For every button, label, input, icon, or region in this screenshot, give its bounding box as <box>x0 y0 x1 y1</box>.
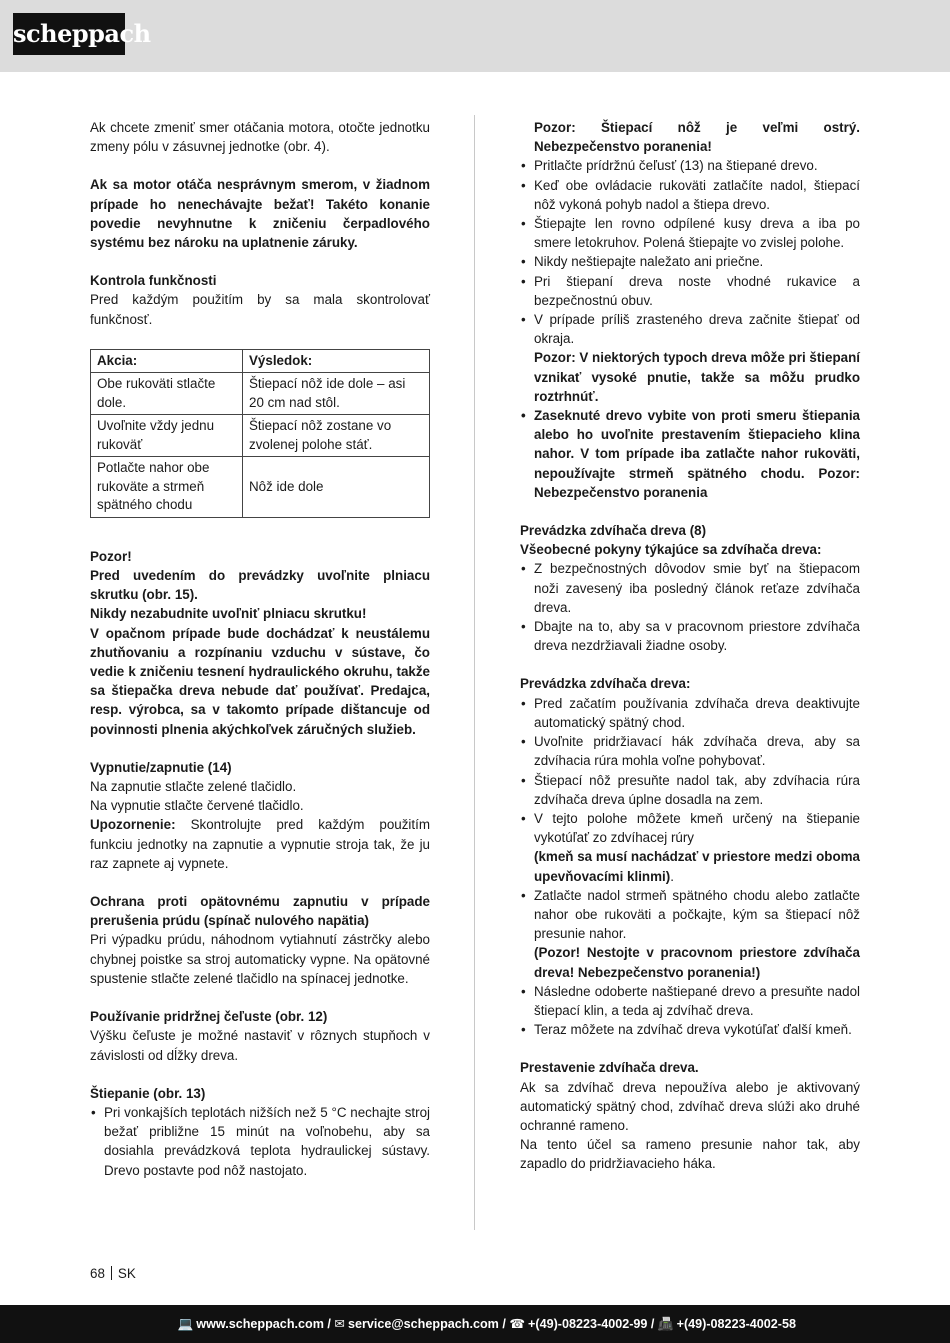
split-steps-list <box>520 156 860 348</box>
column-divider <box>474 115 475 1230</box>
lift-op-item4-end: . <box>670 868 674 884</box>
motor-direction-text: Ak chcete zmeniť smer otáčania motora, otočte jednotku zmeny pólu v zásuvnej jednotke (obr. 4). <box>90 120 430 155</box>
list-item: • Následne odoberte naštiepané drevo a presuňte nadol štiepací klin, a teda aj zdvíhač dreva. <box>520 982 860 1020</box>
table-cell-action: Obe rukoväti stlačte dole. <box>91 373 243 415</box>
page-footer <box>0 1305 950 1343</box>
table-cell-result: Nôž ide dole <box>243 457 430 518</box>
table-cell-result: Štiepací nôž ide dole – asi 20 cm nad stôl. <box>243 373 430 415</box>
onoff-line-2: Na vypnutie stlačte červené tlačidlo. <box>90 798 304 814</box>
list-item <box>520 886 860 982</box>
jaw-text: Výšku čeľuste je možné nastaviť v rôznych stupňoch v závislosti od dĺžky dreva. <box>90 1028 430 1063</box>
list-item: • Štiepajte len rovno odpílené kusy dreva a iba po smere letokruhov. Polená štiepajte vo zvislej polohe. <box>520 214 860 252</box>
restart-title: Ochrana proti opätovnému zapnutiu v prípade prerušenia prúdu (spínač nulového napätia) <box>90 894 430 929</box>
check-title: Kontrola funkčnosti <box>90 273 217 289</box>
table-cell-action: Potlačte nahor obe rukoväte a strmeň spätného chodu <box>91 457 243 518</box>
table-header-action: Akcia: <box>91 349 243 373</box>
pozor-title: Pozor! <box>90 548 132 564</box>
list-item: • Pritlačte prídržnú čeľusť (13) na štiepané drevo. <box>520 156 860 175</box>
table-header-result: Výsledok: <box>243 349 430 373</box>
page-number-separator <box>111 1266 112 1280</box>
footer-email[interactable]: service@scheppach.com / <box>347 1317 506 1331</box>
page-number-value: 68 <box>90 1266 105 1281</box>
list-item: • Uvoľnite pridržiavací hák zdvíhača dreva, aby sa zdvíhacia rúra mohla voľne pohybovať. <box>520 732 860 770</box>
onoff-note-label: Upozornenie: <box>90 817 176 833</box>
page-header <box>0 0 950 72</box>
split-list <box>90 1103 430 1180</box>
page-number <box>90 1265 136 1283</box>
fax-icon: 📠 <box>657 1317 674 1331</box>
right-column <box>520 118 860 1174</box>
footer-fax: +(49)-08223-4002-58 <box>676 1317 796 1331</box>
tension-warning: Pozor: V niektorých typoch dreva môže pri štiepaní vznikať vysoké pnutie, takže sa môžu prudko roztrhnúť. <box>534 350 860 404</box>
table-row <box>91 457 430 518</box>
check-text: Pred každým použitím by sa mala skontrolovať funkčnosť. <box>90 292 430 327</box>
lift-op-item5-text: Zatlačte nadol strmeň spätného chodu alebo zatlačte nahor obe rukoväti a počkajte, kým sa štiepací nôž presunie nahor. <box>534 887 860 942</box>
table-row <box>91 373 430 415</box>
footer-phone: +(49)-08223-4002-99 / <box>528 1317 655 1331</box>
lift-title: Prevádzka zdvíhača dreva (8) <box>520 523 707 539</box>
list-item: • Štiepací nôž presuňte nadol tak, aby zdvíhacia rúra zdvíhača dreva úplne dosadla na zem. <box>520 771 860 809</box>
pozor-line-3: V opačnom prípade bude dochádzať k neustálemu zhutňovaniu a rozpínaniu vzduchu v sústave, čo vedie k zničeniu tesnení hydraulického okruhu, takže sa štiepačka dreva nebude dať používať. Predajca, resp. výrobca, sa v takomto prípade dištancuje od povinnosti plnenia akýchkoľvek záručných služieb. <box>90 625 430 737</box>
list-item: • Teraz môžete na zdvíhač dreva vykotúľať ďalší kmeň. <box>520 1020 860 1039</box>
phone-icon: ☎ <box>509 1317 526 1331</box>
pozor-line-2: Nikdy nezabudnite uvoľniť plniacu skrutku! <box>90 606 367 622</box>
list-item: • Pred začatím používania zdvíhača dreva deaktivujte automatický spätný chod. <box>520 694 860 732</box>
lift-general-title: Všeobecné pokyny týkajúce sa zdvíhača dreva: <box>520 542 822 558</box>
stuck-wood-list <box>520 406 860 502</box>
list-item <box>520 809 860 886</box>
reset-text-1: Ak sa zdvíhač dreva nepoužíva alebo je aktivovaný automatický spätný chod, zdvíhač dreva slúži ako druhé ochranné rameno. <box>520 1079 860 1133</box>
reset-title: Prestavenie zdvíhača dreva. <box>520 1060 699 1076</box>
restart-text: Pri výpadku prúdu, náhodnom vytiahnutí zástrčky alebo chybnej poistke sa stroj automaticky vypne. Na opätovné spustenie stlačte zelené tlačidlo na spínacej jednotke. <box>90 932 430 986</box>
reset-text-2: Na tento účel sa rameno presunie nahor tak, aby zapadlo do pridržiavacieho háka. <box>520 1137 860 1172</box>
lift-op-item5-bold: (Pozor! Nestojte v pracovnom priestore zdvíhača dreva! Nebezpečenstvo poranenia!) <box>534 945 860 980</box>
list-item: • Keď obe ovládacie rukoväti zatlačíte nadol, štiepací nôž vykoná pohyb nadol a štiepa drevo. <box>520 176 860 214</box>
table-cell-action: Uvoľnite vždy jednu rukoväť <box>91 415 243 457</box>
list-item: • Zaseknuté drevo vybite von proti smeru štiepania alebo ho uvoľnite prestavením štiepacieho klina nahor. V tom prípade iba zatlačte nahor rukoväti, nepoužívajte strmeň spätného chodu. Pozor: Nebezpečenstvo poranenia <box>520 406 860 502</box>
lift-op-list <box>520 694 860 1040</box>
pozor-line-1: Pred uvedením do prevádzky uvoľnite plniacu skrutku (obr. 15). <box>90 568 430 603</box>
table-row <box>91 415 430 457</box>
split-title: Štiepanie (obr. 13) <box>90 1085 206 1101</box>
list-item: • Pri vonkajších teplotách nižších než 5 °C nechajte stroj bežať približne 15 minút na voľnobehu, aby sa dosiahla prevádzková teplota hydraulickej sústavy. Drevo postavte pod nôž nastojato. <box>90 1103 430 1180</box>
list-item: • Z bezpečnostných dôvodov smie byť na štiepacom noži zavesený iba posledný článok reťaze zdvíhača dreva. <box>520 559 860 617</box>
brand-logo: scheppach <box>13 13 125 55</box>
lift-general-list <box>520 559 860 655</box>
onoff-line-1: Na zapnutie stlačte zelené tlačidlo. <box>90 779 297 795</box>
list-item: • Pri štiepaní dreva noste vhodné rukavice a bezpečnostnú obuv. <box>520 272 860 310</box>
lift-op-title: Prevádzka zdvíhača dreva: <box>520 676 691 692</box>
left-column <box>90 118 430 1180</box>
footer-web[interactable]: www.scheppach.com / <box>196 1317 331 1331</box>
envelope-icon: ✉ <box>334 1317 345 1331</box>
onoff-title: Vypnutie/zapnutie (14) <box>90 759 232 775</box>
lift-op-item4-bold: (kmeň sa musí nachádzať v priestore medzi oboma upevňovacími klinmi) <box>534 849 860 884</box>
onoff-note <box>90 815 430 873</box>
function-check-table <box>90 349 430 518</box>
list-item: • V prípade príliš zrasteného dreva začnite štiepať od okraja. <box>520 310 860 348</box>
sharp-warning: Pozor: Štiepací nôž je veľmi ostrý. Nebezpečenstvo poranenia! <box>534 120 860 155</box>
jaw-title: Používanie pridržnej čeľuste (obr. 12) <box>90 1009 328 1025</box>
motor-warning: Ak sa motor otáča nesprávnym smerom, v žiadnom prípade ho nenechávajte bežať! Takéto konanie povedie nevyhnutne k zničeniu čerpadlového systému bez nároku na uplatnenie záruky. <box>90 177 430 251</box>
page-language: SK <box>117 1266 136 1281</box>
computer-icon: 💻 <box>177 1317 194 1331</box>
onoff-note-text: Skontrolujte pred každým použitím funkciu jednotky na zapnutie a vypnutie stroja tak, že ju raz zapnete aj vypnete. <box>90 817 430 871</box>
list-item: • Dbajte na to, aby sa v pracovnom priestore zdvíhača dreva nezdržiavali žiadne osoby. <box>520 617 860 655</box>
lift-op-item4-text: V tejto polohe môžete kmeň určený na štiepanie vykotúľať zo zdvíhacej rúry <box>534 810 860 846</box>
list-item: • Nikdy neštiepajte naležato ani priečne. <box>520 252 860 271</box>
table-cell-result: Štiepací nôž zostane vo zvolenej polohe stáť. <box>243 415 430 457</box>
